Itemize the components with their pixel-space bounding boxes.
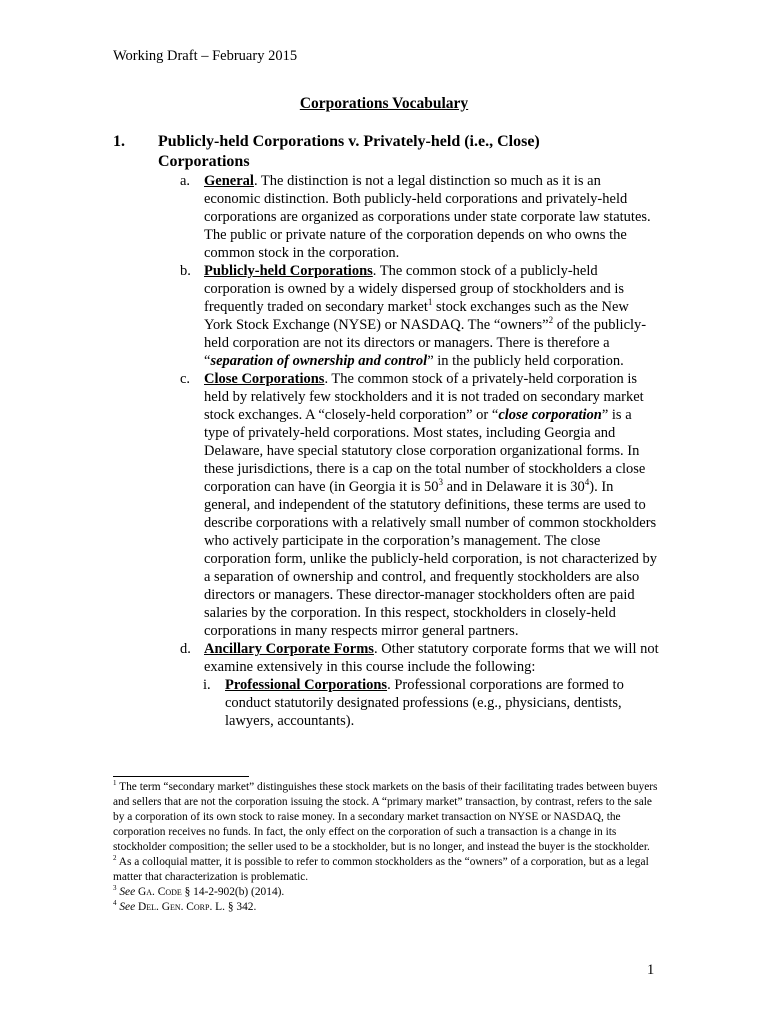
- item-text: and in Delaware it is 30: [442, 479, 585, 495]
- footnote-text: As a colloquial matter, it is possible to refer to common stockholders as the “owners” of a corporation, but as a legal matter that characterization is problematic.: [113, 856, 649, 883]
- item-text: . Professional corporations are formed to conduct statutorily designated professions (e.g., physicians, dentists, lawyers, accountants).: [225, 677, 624, 729]
- item-ancillary-forms: [180, 640, 660, 676]
- item-marker: b.: [180, 263, 191, 279]
- footnote-2: [113, 855, 663, 885]
- footnote-number: 2: [113, 854, 117, 863]
- section-title: Publicly-held Corporations v. Privately-held (i.e., Close) Corporations: [158, 133, 540, 170]
- footnote-number: 1: [113, 779, 117, 788]
- item-term: Ancillary Corporate Forms: [204, 641, 374, 657]
- item-text: ” is a type of privately-held corporations. Most states, including Georgia and Delaware, have special statutory close corporation organizational forms. In these jurisdictions, there is a cap on the total number of stockholders a close corporation can have (in Georgia it is 50: [204, 407, 646, 495]
- footnote-ref[interactable]: 3: [438, 477, 443, 488]
- item-text: . The common stock of a privately-held corporation is held by relatively few stockholders and it is not traded on secondary market stock exchanges. A “closely-held corporation” or “: [204, 371, 644, 423]
- item-text: ” in the publicly held corporation.: [427, 353, 624, 369]
- item-publicly-held: [180, 262, 660, 370]
- footnote-1: [113, 780, 663, 855]
- footnote-number: 3: [113, 884, 117, 893]
- item-marker: i.: [203, 677, 211, 693]
- citation-rest: § 14-2-902(b) (2014).: [181, 886, 285, 898]
- item-marker: d.: [180, 641, 191, 657]
- document-title: Corporations Vocabulary: [299, 95, 469, 112]
- item-text: of the publicly-held corporation are not its directors or managers. There is therefore a “: [204, 317, 647, 369]
- item-text: stock exchanges such as the New York Stock Exchange (NYSE) or NASDAQ. The “owners”: [204, 299, 629, 333]
- footnote-ref[interactable]: 1: [427, 297, 433, 308]
- item-list: [180, 172, 660, 730]
- emphasis-text: separation of ownership and control: [210, 353, 428, 369]
- document-header: Working Draft – February 2015: [113, 48, 298, 64]
- page-number: 1: [647, 962, 655, 978]
- footnote-ref[interactable]: 2: [548, 315, 554, 326]
- item-term: Close Corporations: [204, 371, 325, 387]
- item-marker: a.: [180, 173, 191, 189]
- signal-see: See: [119, 886, 136, 898]
- item-term: Publicly-held Corporations: [204, 263, 373, 279]
- footnote-text: The term “secondary market” distinguishes these stock markets on the basis of their facilitating trades between buyers and sellers that are not the corporation issuing the stock. A “primary market” transaction, by contrast, refers to the sale by a corporation of its own stock to raise money. In a secondary market transaction on NYSE or NASDAQ, the corporation receives no funds. In fact, the only effect on the corporation of such a transaction is a change in its stockholder composition; the seller used to be a stockholder, but is no longer, and instead the buyer is the stockholder.: [113, 781, 658, 853]
- signal-see: See: [119, 901, 136, 913]
- item-close-corporations: [180, 370, 660, 640]
- footnote-4: [113, 900, 663, 915]
- item-general: [180, 172, 660, 262]
- item-text: . The distinction is not a legal distinction so much as it is an economic distinction. Both publicly-held corporations and privately-held corporations are organized as corporations under state corporate law statutes. The public or private nature of the corporation depends on who owns the common stock in the corporation.: [204, 173, 651, 261]
- item-marker: c.: [180, 371, 191, 387]
- citation-source: Del. Gen. Corp. L.: [138, 901, 225, 913]
- item-text: ). In general, and independent of the statutory definitions, these terms are used to describe corporations with a relatively small number of common stockholders who actively participate in the corporation’s management. The close corporation form, unlike the publicly-held corporation, is not characterized by a separation of ownership and control, and frequently stockholders are also directors or managers. These director-manager stockholders often are paid salaries by the corporation. In this respect, stockholders in closely-held corporations in many respects mirror general partners.: [204, 479, 657, 639]
- item-text: . The common stock of a publicly-held corporation is owned by a widely dispersed group of stockholders and is frequently traded on secondary market: [204, 263, 625, 315]
- item-text: . Other statutory corporate forms that we will not examine extensively in this course include the following:: [204, 641, 659, 675]
- footnotes: [113, 780, 663, 915]
- footnote-ref[interactable]: 4: [584, 477, 590, 488]
- emphasis-text: close corporation: [498, 407, 602, 423]
- item-term: Professional Corporations: [225, 677, 388, 693]
- citation-source: Ga. Code: [138, 886, 182, 898]
- section-number: 1.: [113, 133, 125, 150]
- footnote-3: [113, 885, 663, 900]
- subitem-professional-corporations: [203, 676, 660, 730]
- item-term: General: [204, 173, 254, 189]
- footnote-separator: [113, 776, 249, 777]
- citation-rest: § 342.: [224, 901, 257, 913]
- footnote-number: 4: [113, 899, 117, 908]
